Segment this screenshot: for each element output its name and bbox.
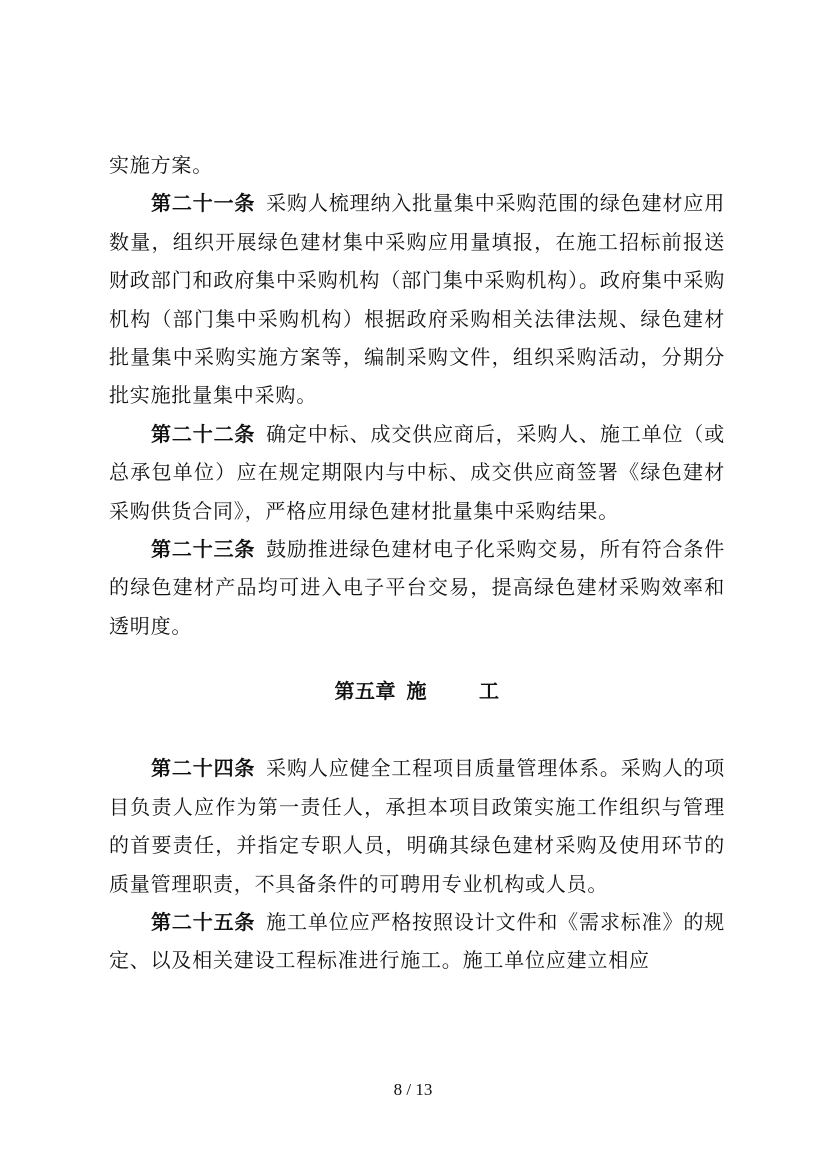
- continuation-text: 实施方案。: [109, 153, 213, 177]
- article-22: [109, 415, 725, 530]
- article-number: 第二十一条: [151, 191, 256, 216]
- article-text: 施工单位应严格按照设计文件和《需求标准》的规定、以及相关建设工程标准进行施工。施工单位应建立相应: [109, 909, 725, 973]
- page-number: 8 / 13: [393, 1080, 433, 1099]
- chapter-title-part1: 施: [406, 679, 427, 704]
- article-number: 第二十二条: [151, 421, 256, 446]
- article-25: [109, 903, 725, 980]
- article-number: 第二十五条: [151, 909, 256, 934]
- article-number: 第二十三条: [151, 537, 256, 562]
- document-body: [109, 146, 725, 980]
- chapter-title-part2: 工: [479, 679, 500, 704]
- article-21: [109, 184, 725, 414]
- article-text: 确定中标、成交供应商后，采购人、施工单位（或总承包单位）应在规定期限内与中标、成交供应商签署《绿色建材采购供货合同》，严格应用绿色建材批量集中采购结果。: [109, 421, 725, 523]
- article-text: 采购人梳理纳入批量集中采购范围的绿色建材应用数量，组织开展绿色建材集中采购应用量填报，在施工招标前报送财政部门和政府集中采购机构（部门集中采购机构）。政府集中采购机构（部门集中采购机构）根据政府采购相关法律法规、绿色建材批量集中采购实施方案等，编制采购文件，组织采购活动，分期分批实施批量集中采购。: [109, 191, 725, 408]
- article-text: 采购人应健全工程项目质量管理体系。采购人的项目负责人应作为第一责任人，承担本项目政策实施工作组织与管理的首要责任，并指定专职人员，明确其绿色建材采购及使用环节的质量管理职责，不具备条件的可聘用专业机构或人员。: [109, 756, 725, 896]
- article-number: 第二十四条: [151, 756, 256, 781]
- chapter-heading: [109, 672, 725, 710]
- article-24: [109, 749, 725, 903]
- article-23: [109, 530, 725, 645]
- chapter-number: 第五章: [334, 679, 396, 704]
- article-text: 鼓励推进绿色建材电子化采购交易，所有符合条件的绿色建材产品均可进入电子平台交易，提高绿色建材采购效率和透明度。: [109, 537, 725, 638]
